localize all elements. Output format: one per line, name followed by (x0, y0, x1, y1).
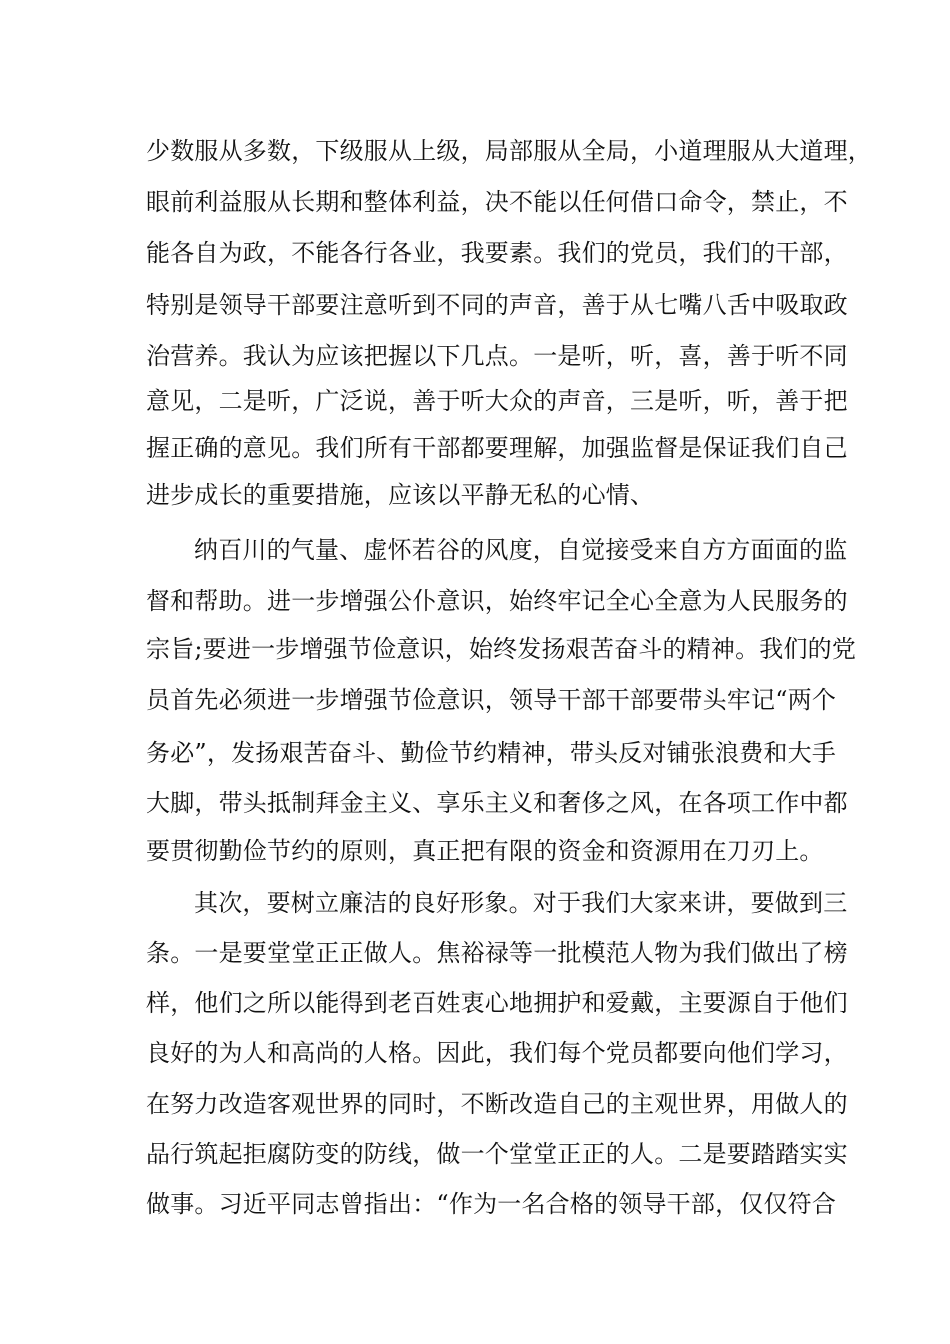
paragraph-line-7: 握正确的意见。我们所有干部都要理解，加强监督是保证我们自己 (146, 434, 848, 462)
paragraph-line-16: 其次，要树立廉洁的良好形象。对于我们大家来讲，要做到三 (194, 889, 848, 917)
paragraph-line-22: 做事。习近平同志曾指出：“作为一名合格的领导干部，仅仅符合 (146, 1190, 837, 1218)
paragraph-line-1: 少数服从多数，下级服从上级，局部服从全局，小道理服从大道理， (146, 137, 872, 165)
paragraph-line-18: 样，他们之所以能得到老百姓衷心地拥护和爱戴，主要源自于他们 (146, 989, 848, 1017)
paragraph-line-8: 进步成长的重要措施，应该以平静无私的心情、 (146, 481, 655, 509)
paragraph-line-15: 要贯彻勤俭节约的原则，真正把有限的资金和资源用在刀刃上。 (146, 837, 824, 865)
paragraph-line-10: 督和帮助。进一步增强公仆意识，始终牢记全心全意为人民服务的 (146, 587, 848, 615)
paragraph-line-19: 良好的为人和高尚的人格。因此，我们每个党员都要向他们学习， (146, 1039, 848, 1067)
paragraph-line-4: 特别是领导干部要注意听到不同的声音，善于从七嘴八舌中吸取政 (146, 291, 848, 319)
paragraph-line-11: 宗旨;要进一步增强节俭意识，始终发扬艰苦奋斗的精神。我们的党 (146, 635, 857, 663)
paragraph-line-3: 能各自为政，不能各行各业，我要素。我们的党员，我们的干部， (146, 239, 848, 267)
paragraph-line-17: 条。一是要堂堂正正做人。焦裕禄等一批模范人物为我们做出了榜 (146, 939, 848, 967)
paragraph-line-2: 眼前利益服从长期和整体利益，决不能以任何借口命令，禁止，不 (146, 188, 848, 216)
paragraph-line-20: 在努力改造客观世界的同时，不断改造自己的主观世界，用做人的 (146, 1090, 848, 1118)
paragraph-line-13: 务必”，发扬艰苦奋斗、勤俭节约精神，带头反对铺张浪费和大手 (146, 739, 837, 767)
paragraph-line-21: 品行筑起拒腐防变的防线，做一个堂堂正正的人。二是要踏踏实实 (146, 1140, 848, 1168)
paragraph-line-5: 治营养。我认为应该把握以下几点。一是听，听，喜，善于听不同 (146, 342, 848, 370)
paragraph-line-9: 纳百川的气量、虚怀若谷的风度，自觉接受来自方方面面的监 (194, 536, 848, 564)
paragraph-line-6: 意见，二是听，广泛说，善于听大众的声音，三是听，听，善于把 (146, 387, 848, 415)
paragraph-line-12: 员首先必须进一步增强节俭意识，领导干部干部要带头牢记“两个 (146, 686, 837, 714)
paragraph-line-14: 大脚，带头抵制拜金主义、享乐主义和奢侈之风，在各项工作中都 (146, 789, 848, 817)
